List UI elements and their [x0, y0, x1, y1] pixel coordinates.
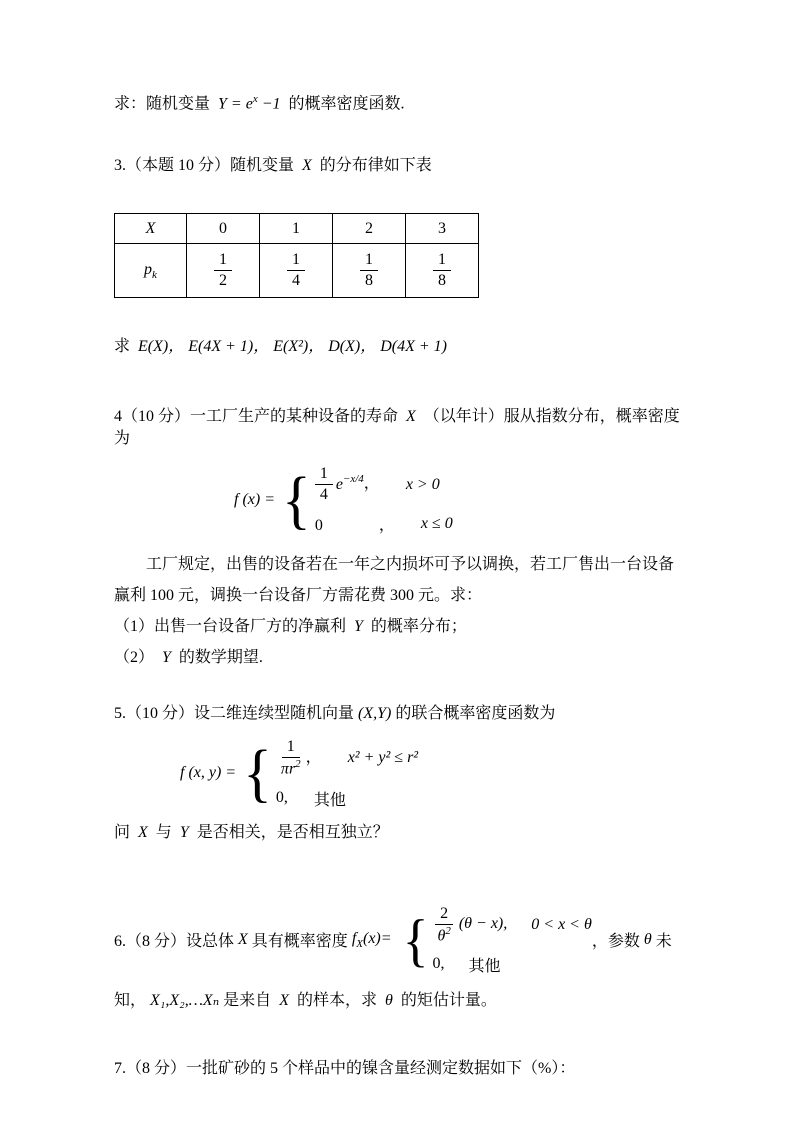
q6-theta: θ: [643, 930, 652, 948]
q5-question-var-x: X: [138, 823, 148, 841]
table-prob-cell-0: [187, 244, 260, 298]
q4-item-1: [114, 611, 680, 642]
q5-formula-cases: [276, 737, 418, 809]
q2-math-exponent: x: [252, 93, 258, 105]
pk-base: p: [144, 260, 153, 278]
q4-exp-base: e: [335, 475, 343, 493]
q4-heading-post: （以年计）服从指数分布，概率密度为: [114, 408, 680, 448]
q5-case1-expression: [276, 737, 322, 779]
q5-case-2: [276, 787, 418, 810]
q3-heading: [114, 155, 680, 177]
q6-line2-mid: 是来自: [223, 991, 272, 1009]
table-header-value-3: 3: [406, 214, 479, 244]
q6-func-subscript: X: [356, 937, 363, 950]
q4-heading-variable: X: [406, 408, 416, 426]
q2-math-tail: −1: [257, 95, 281, 113]
q4-case2-value: 0: [314, 517, 323, 535]
fraction: [360, 250, 378, 291]
left-brace: {: [282, 464, 311, 536]
table-header-value-0: 0: [187, 214, 260, 244]
comma: ，: [378, 517, 395, 535]
q6-mid: 具有概率密度: [251, 933, 348, 951]
q5-question-pre: 问: [114, 823, 131, 841]
table-prob-cell-2: [333, 244, 406, 298]
q5-case1-condition: x² + y² ≤ r²: [347, 749, 419, 767]
q6-variable: X: [238, 930, 248, 948]
q6-second-line: [114, 990, 680, 1012]
q6-line2-pre: 知，: [114, 991, 147, 1009]
q6-line2-theta: θ: [384, 991, 393, 1009]
q6-pre: 6.（8 分）设总体: [114, 933, 235, 951]
fraction-numerator: 1: [360, 250, 378, 271]
q3-ask-pre: 求: [114, 338, 131, 356]
fraction: [315, 464, 333, 505]
fraction: [214, 250, 232, 291]
q3-heading-pre: 3.（本题 10 分）随机变量: [114, 157, 295, 175]
q6-heading-line: [114, 904, 680, 976]
table-prob-cell-1: [260, 244, 333, 298]
fraction: [276, 737, 306, 779]
q5-den-base: πr: [280, 760, 296, 778]
q5-question-line: [114, 822, 680, 844]
q4-case1-expression: [315, 464, 380, 505]
q5-formula-lhs: f (x, y) =: [180, 764, 237, 782]
q3-heading-post: 的分布律如下表: [319, 157, 432, 175]
q5-heading: [114, 703, 680, 725]
q4-item2-post: 的数学期望.: [178, 649, 263, 667]
q6-case2-condition: 其他: [468, 957, 501, 975]
table-row-label-pk: [115, 244, 187, 298]
table-prob-cell-3: [406, 244, 479, 298]
q6-case-2: [432, 953, 591, 976]
q2-text-prefix: 求：随机变量: [114, 95, 211, 113]
q6-case1-expression: [432, 904, 507, 946]
q6-case-1: [432, 904, 591, 946]
q4-body: [114, 549, 680, 673]
q6-case2-expression: 0,: [432, 955, 445, 973]
fraction-numerator: 1: [282, 737, 300, 758]
q4-item1-post: 的概率分布；: [370, 618, 467, 636]
distribution-table: [114, 213, 479, 298]
q3-ask-math: E(X)， E(4X + 1)， E(X²)， D(X)， D(4X + 1): [138, 338, 447, 356]
table-header-value-1: 1: [260, 214, 333, 244]
q2-math-base: Y = e: [218, 95, 253, 113]
q4-heading-pre: 4（10 分）一工厂生产的某种设备的寿命: [114, 408, 399, 426]
q6-den-exponent: 2: [445, 924, 451, 937]
q6-func-tail: (x)=: [363, 929, 392, 947]
q5-case-1: [276, 737, 418, 779]
fraction-denominator: 8: [365, 272, 373, 290]
q3-heading-variable: X: [302, 157, 312, 175]
table-header-value-2: 2: [333, 214, 406, 244]
q6-function-name: [352, 930, 392, 950]
q2-math-expression: [218, 88, 280, 115]
q6-sample-list: X₁,X₂,…Xₙ: [150, 991, 220, 1009]
q7-heading: 7.（8 分）一批矿砂的 5 个样品中的镍含量经测定数据如下（%）：: [114, 1059, 576, 1077]
q5-heading-post: 的联合概率密度函数为: [395, 705, 556, 723]
q4-case-2: [315, 512, 453, 535]
q4-item-2: [114, 642, 680, 673]
fraction-numerator: 1: [433, 250, 451, 271]
q5-case2-expression: 0,: [275, 789, 288, 807]
q4-item2-pre: （2）: [114, 649, 155, 667]
q2-text-suffix: 的概率密度函数.: [288, 95, 405, 113]
q6-formula-cases: [432, 904, 591, 976]
q4-case2-expression: [315, 512, 395, 535]
q6-case1-tail: (θ − x),: [458, 915, 508, 933]
q4-item1-variable: Y: [354, 618, 363, 636]
q4-case2-condition: x ≤ 0: [420, 514, 453, 532]
left-brace: {: [402, 907, 429, 973]
q4-item1-pre: （1）出售一台设备厂方的净赢利: [114, 618, 347, 636]
q4-heading: [114, 406, 680, 450]
table-header-row: [115, 214, 479, 244]
q5-heading-pre: 5.（10 分）设二维连续型随机向量: [114, 705, 355, 723]
fraction: [432, 904, 455, 946]
q4-item2-variable: Y: [162, 649, 171, 667]
fraction-numerator: 2: [435, 904, 453, 925]
q4-case1-condition: x > 0: [405, 475, 440, 493]
q5-density-formula: [180, 737, 680, 809]
fraction-denominator: 4: [319, 486, 328, 504]
q6-after-post: 未: [655, 933, 672, 951]
q6-line2-post: 的矩估计量。: [400, 991, 497, 1009]
fraction: [433, 250, 451, 291]
q6-case1-condition: 0 < x < θ: [531, 915, 592, 933]
q5-case2-condition: 其他: [313, 791, 346, 809]
q4-density-formula: [234, 464, 680, 535]
q6-after-pre: ，参数: [591, 933, 640, 951]
q4-case-1: [315, 464, 453, 505]
fraction-denominator: 4: [292, 272, 300, 290]
q4-formula-cases: [315, 464, 453, 535]
q4-paragraph: 工厂规定，出售的设备若在一年之内损坏可予以调换，若工厂售出一台设备赢利 100 元，调换一台设备厂方需花费 300 元。求：: [114, 556, 675, 605]
q5-question-post: 是否相关，是否相互独立？: [196, 823, 389, 841]
fraction-numerator: 1: [315, 464, 333, 485]
fraction: [287, 250, 305, 291]
pk-subscript: k: [152, 268, 157, 281]
comma: ，: [305, 749, 322, 767]
q2-request-line: [114, 88, 680, 115]
fraction-numerator: 1: [287, 250, 305, 271]
q6-line2-variable: X: [279, 991, 289, 1009]
q5-question-var-y: Y: [179, 823, 189, 841]
table-probability-row: [115, 244, 479, 298]
q5-heading-vector: (X,Y): [358, 705, 392, 723]
q6-func-base: f: [351, 929, 357, 947]
fraction-denominator: 8: [438, 272, 446, 290]
q6-line2-mid2: 的样本，求: [296, 991, 377, 1009]
fraction-denominator: [276, 758, 306, 779]
q5-question-mid: 与: [155, 823, 172, 841]
fraction-denominator: [432, 925, 455, 946]
q6-den-base: θ: [437, 926, 446, 944]
q4-formula-lhs: f (x) =: [234, 490, 275, 508]
left-brace: {: [243, 737, 272, 810]
q3-ask-line: [114, 336, 680, 358]
fraction-numerator: 1: [214, 250, 232, 271]
comma: ，: [363, 475, 380, 493]
fraction-denominator: 2: [219, 272, 227, 290]
q4-exp-exponent: −x/4: [342, 473, 364, 486]
table-header-x: X: [115, 214, 187, 244]
q5-den-exponent: 2: [295, 758, 301, 771]
